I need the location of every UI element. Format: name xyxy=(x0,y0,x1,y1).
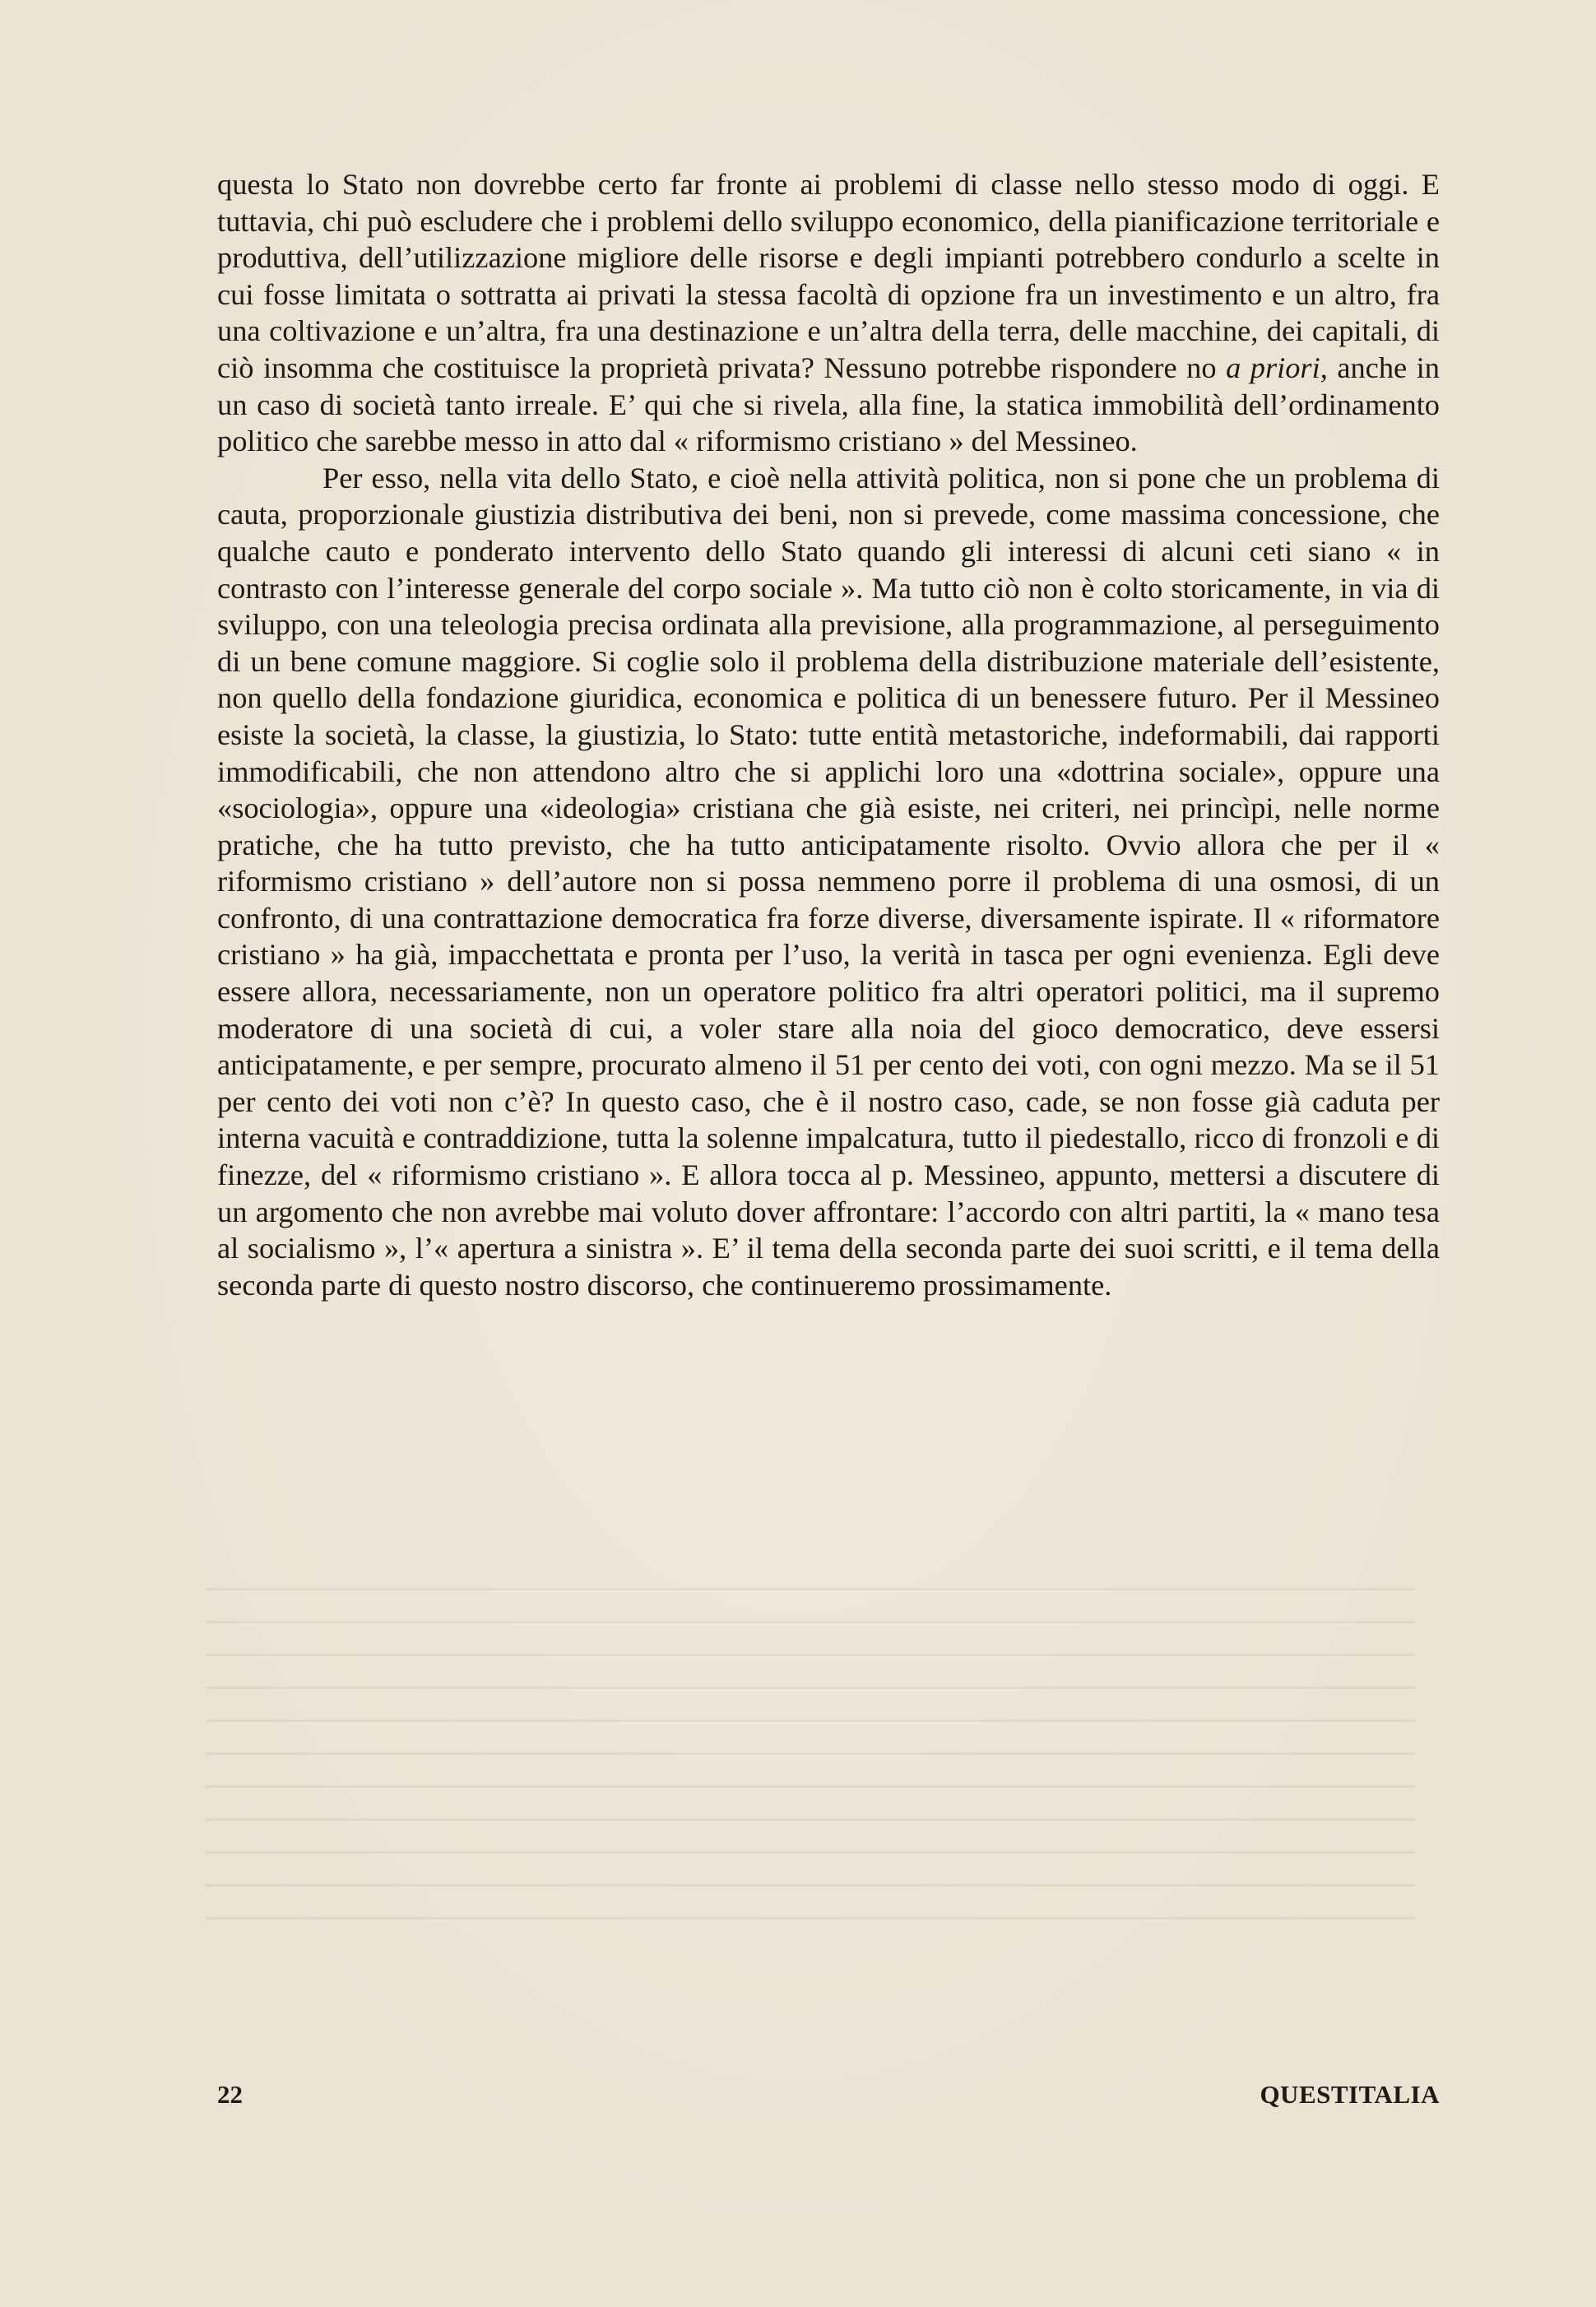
paragraph-1-emphasis: a priori, xyxy=(1226,350,1328,384)
paragraph-1 xyxy=(217,166,1440,460)
article-body xyxy=(217,166,1440,1303)
paragraph-1-text-a: questa lo Stato non dovrebbe certo far fronte ai problemi di classe nello stesso modo di oggi. E tuttavia, chi può escludere che i problemi dello sviluppo economico, della pianificazione territoriale e produttiva, dell’utilizzazione migliore delle risorse e degli impianti potrebbero condurlo a scelte in cui fosse limitata o sottratta ai privati la stessa facoltà di opzione fra un investimento e un altro, fra una coltivazione e un’altra, fra una destinazione e un’altra della terra, delle macchine, dei capitali, di ciò insomma che costituisce la proprietà privata? Nessuno potrebbe rispondere no xyxy=(217,168,1440,384)
page-number: 22 xyxy=(217,2080,243,2109)
paragraph-2: Per esso, nella vita dello Stato, e cioè nella attività politica, non si pone che un problema di cauta, proporzionale giustizia distributiva dei beni, non si prevede, come massima concessione, che qualche cauto e ponderato intervento dello Stato quando gli interessi di alcuni ceti siano « in contrasto con l’interesse generale del corpo sociale ». Ma tutto ciò non è colto storicamente, in via di sviluppo, con una teleologia precisa ordinata alla previsione, alla programmazione, al perseguimento di un bene comune maggiore. Si coglie solo il problema della distribuzione materiale dell’esistente, non quello della fondazione giuridica, economica e politica di un benessere futuro. Per il Messineo esiste la società, la classe, la giustizia, lo Stato: tutte entità metastoriche, indeformabili, dai rapporti immodificabili, che non attendono altro che si applichi loro una «dottrina sociale», oppure una «sociologia», oppure una «ideologia» cristiana che già esiste, nei criteri, nei princìpi, nelle norme pratiche, che ha tutto previsto, che ha tutto anticipatamente risolto. Ovvio allora che per il « riformismo cristiano » dell’autore non si possa nemmeno porre il problema di una osmosi, di un confronto, di una contrattazione democratica fra forze diverse, diversamente ispirate. Il « riformatore cristiano » ha già, impacchettata e pronta per l’uso, la verità in tasca per ogni evenienza. Egli deve essere allora, necessariamente, non un operatore politico fra altri operatori politici, ma il supremo moderatore di una società di cui, a voler stare alla noia del gioco democratico, deve essersi anticipatamente, e per sempre, procurato almeno il 51 per cento dei voti, con ogni mezzo. Ma se il 51 per cento dei voti non c’è? In questo caso, che è il nostro caso, cade, se non fosse già caduta per interna vacuità e contraddizione, tutta la solenne impalcatura, tutto il piedestallo, ricco di fronzoli e di finezze, del « riformismo cristiano ». E allora tocca al p. Messineo, appunto, mettersi a discutere di un argomento che non avrebbe mai voluto dover affrontare: l’accordo con altri partiti, la « mano tesa al socialismo », l’« apertura a sinistra ». E’ il tema della seconda parte dei suoi scritti, e il tema della seconda parte di questo nostro discorso, che continueremo prossimamente. xyxy=(217,461,1440,1302)
journal-name: QUESTITALIA xyxy=(1260,2080,1440,2109)
show-through-texture xyxy=(206,1588,1415,1933)
page-footer xyxy=(217,2080,1440,2116)
paragraph-1-text-b: anche in un caso di società tanto irreale. E’ qui che si rivela, alla fine, la statica immobilità dell’ordinamento politico che sarebbe messo in atto dal « riformismo cristiano » del Messineo. xyxy=(217,350,1440,458)
